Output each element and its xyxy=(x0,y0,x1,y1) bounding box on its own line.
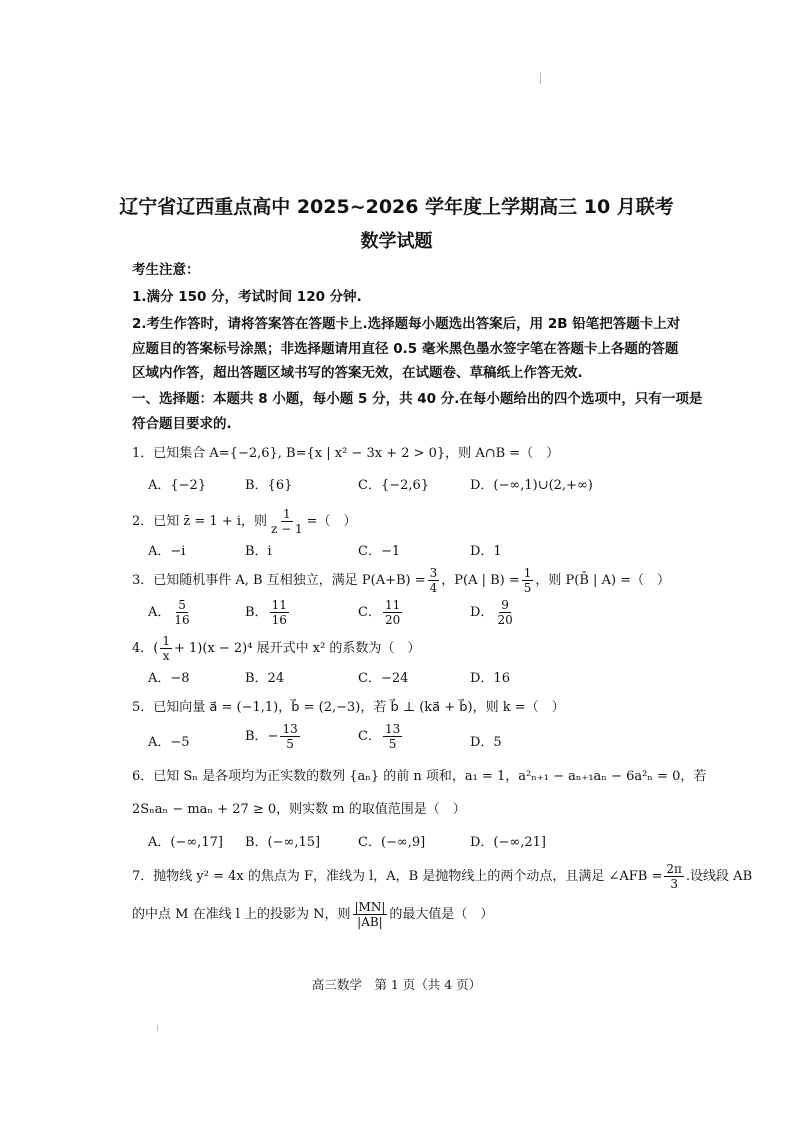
fraction-numerator: 2π xyxy=(666,862,682,876)
q7-stem-text: 7．抛物线 y² = 4x 的焦点为 F，准线为 l，A，B 是抛物线上的两个动点，且满足 ∠AFB = xyxy=(132,869,663,884)
q3-stem-text: 3．已知随机事件 A, B 互相独立，满足 P(A+B) = xyxy=(132,573,426,588)
q5-option-c xyxy=(358,722,404,751)
option-label: B．− xyxy=(245,729,279,744)
option-fraction xyxy=(172,598,191,627)
option-label: C． xyxy=(358,605,381,620)
q4-stem-text: + 1)(x − 2)⁴ 展开式中 x² 的系数为（ ） xyxy=(173,641,421,656)
notice-line: 区域内作答，超出答题区域书写的答案无效，在试题卷、草稿纸上作答无效. xyxy=(132,365,583,381)
q1-option-b: B．{6} xyxy=(245,478,293,493)
q1-option-d: D．(−∞,1)∪(2,+∞) xyxy=(470,478,593,493)
fraction-denominator: z − 1 xyxy=(271,522,303,536)
option-fraction xyxy=(270,598,289,627)
q2-option-a: A．−i xyxy=(148,544,186,559)
q2-option-c: C．−1 xyxy=(358,544,401,559)
question-7-stem xyxy=(132,862,752,891)
q5-option-b xyxy=(245,722,302,751)
q3-option-b xyxy=(245,598,291,627)
fraction-numerator: 3 xyxy=(429,566,438,580)
q3-fraction xyxy=(428,566,440,595)
fraction-denominator: 20 xyxy=(384,613,401,627)
question-6-stem: 6．已知 Sₙ 是各项均为正实数的数列 {aₙ} 的前 n 项和，a₁ = 1，a²ₙ₊₁ − aₙ₊₁aₙ − 6a²ₙ = 0，若 xyxy=(132,769,707,784)
fraction-denominator: 3 xyxy=(670,877,678,891)
notice-line: 2.考生作答时，请将答案答在答题卡上.选择题每小题选出答案后，用 2B 铅笔把答题卡上对 xyxy=(132,316,681,332)
q3-option-a xyxy=(148,598,194,627)
fraction-numerator: 1 xyxy=(523,566,532,580)
question-4-stem xyxy=(132,634,420,663)
fraction-numerator: 11 xyxy=(384,598,401,612)
fraction-numerator: |MN| xyxy=(354,900,386,914)
option-fraction xyxy=(383,598,402,627)
question-1-stem: 1．已知集合 A={−2,6}, B={x | x² − 3x + 2 > 0}，则 A∩B =（ ） xyxy=(132,446,560,461)
q7-fraction xyxy=(353,900,388,929)
q7-stem-text: 的中点 M 在准线 l 上的投影为 N，则 xyxy=(132,907,351,922)
question-3-stem xyxy=(132,566,670,595)
q4-option-b: B．24 xyxy=(245,671,285,686)
q7-stem-text: 的最大值是（ ） xyxy=(389,907,494,922)
q7-stem-text: .设线段 AB xyxy=(685,869,753,884)
q4-stem-text: 4．( xyxy=(132,641,159,656)
q2-stem-text: =（ ） xyxy=(306,514,357,529)
fraction-denominator: 20 xyxy=(497,613,513,627)
notice-line: 1.满分 150 分，考试时间 120 分钟. xyxy=(132,289,362,305)
option-fraction xyxy=(383,722,402,751)
question-7-stem-cont xyxy=(132,900,493,929)
section-heading: 一、选择题：本题共 8 小题，每小题 5 分，共 40 分.在每小题给出的四个选项中，只有一项是 xyxy=(132,391,703,407)
q4-option-c: C．−24 xyxy=(358,671,409,686)
fraction-numerator: 1 xyxy=(283,507,291,521)
question-6-stem-cont: 2Sₙaₙ − maₙ + 27 ≥ 0，则实数 m 的取值范围是（ ） xyxy=(132,802,466,817)
fraction-numerator: 1 xyxy=(162,634,170,648)
q6-option-a: A．(−∞,17] xyxy=(148,835,223,850)
question-5-stem: 5．已知向量 a⃗ = (−1,1)，b⃗ = (2,−3)，若 b⃗ ⊥ (ka⃗ + b⃗)，则 k =（ ） xyxy=(132,700,565,715)
question-2-stem xyxy=(132,507,357,536)
q2-fraction xyxy=(269,507,305,536)
q3-stem-text: ，则 P(B̄ | A) =（ ） xyxy=(535,573,671,588)
q3-option-d xyxy=(470,598,517,627)
q6-option-c: C．(−∞,9] xyxy=(358,835,426,850)
scan-mark xyxy=(540,72,541,84)
q6-option-d: D．(−∞,21] xyxy=(470,835,546,850)
q1-option-c: C．{−2,6} xyxy=(358,478,430,493)
scan-mark xyxy=(157,1025,158,1031)
q3-stem-text: ，P(A | B) = xyxy=(441,573,520,588)
fraction-denominator: 16 xyxy=(174,613,190,627)
fraction-denominator: 5 xyxy=(286,737,294,751)
fraction-numerator: 11 xyxy=(271,598,287,612)
option-label: B． xyxy=(245,605,268,620)
q2-option-d: D．1 xyxy=(470,544,502,559)
q4-option-a: A．−8 xyxy=(148,671,190,686)
option-label: A． xyxy=(148,605,171,620)
page-subtitle: 数学试题 xyxy=(360,231,433,252)
fraction-denominator: 5 xyxy=(388,737,397,751)
notice-heading: 考生注意： xyxy=(132,262,200,278)
fraction-numerator: 9 xyxy=(501,598,509,612)
fraction-denominator: 5 xyxy=(523,581,532,595)
fraction-denominator: x xyxy=(162,649,170,663)
q4-option-d: D．16 xyxy=(470,671,510,686)
fraction-numerator: 13 xyxy=(384,722,401,736)
option-label: D． xyxy=(470,605,494,620)
q6-option-b: B．(−∞,15] xyxy=(245,835,321,850)
fraction-denominator: |AB| xyxy=(357,915,383,929)
fraction-denominator: 16 xyxy=(271,613,287,627)
page-title: 辽宁省辽西重点高中 2025~2026 学年度上学期高三 10 月联考 xyxy=(119,196,674,218)
q3-fraction xyxy=(522,566,534,595)
page-footer: 高三数学 第 1 页（共 4 页） xyxy=(311,977,482,992)
option-fraction xyxy=(495,598,514,627)
fraction-numerator: 13 xyxy=(282,722,298,736)
q2-option-b: B．i xyxy=(245,544,272,559)
q4-fraction xyxy=(160,634,172,663)
q5-option-a: A．−5 xyxy=(148,735,190,750)
section-heading: 符合题目要求的. xyxy=(132,416,232,432)
q5-option-d: D．5 xyxy=(470,735,502,750)
q1-option-a: A．{−2} xyxy=(148,478,207,493)
q7-fraction xyxy=(664,862,684,891)
fraction-denominator: 4 xyxy=(429,581,438,595)
option-label: C． xyxy=(358,729,381,744)
notice-line: 应题目的答案标号涂黑；非选择题请用直径 0.5 毫米黑色墨水签字笔在答题卡上各题的答题 xyxy=(132,341,679,357)
fraction-numerator: 5 xyxy=(178,598,186,612)
q2-stem-text: 2．已知 z̄ = 1 + i，则 xyxy=(132,514,267,529)
option-fraction xyxy=(280,722,299,751)
q3-option-c xyxy=(358,598,404,627)
